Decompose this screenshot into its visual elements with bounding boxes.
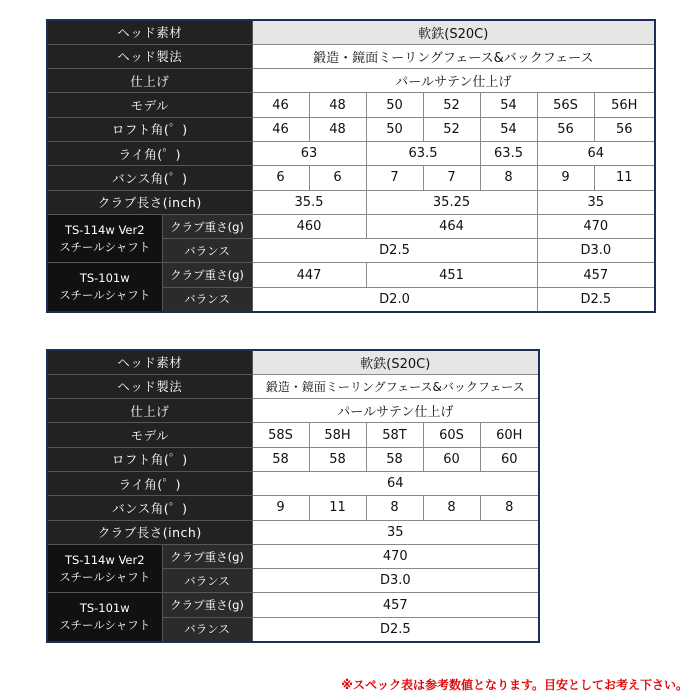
row-ts101-weight <box>47 263 655 287</box>
label-loft: ロフト角(゜) <box>47 117 252 141</box>
row-finish <box>47 69 655 93</box>
bounce-cell: 9 <box>537 166 594 190</box>
row-finish <box>47 399 539 423</box>
lie-cell: 64 <box>252 471 539 495</box>
bounce-cell: 7 <box>423 166 480 190</box>
spec-table-1 <box>46 19 656 313</box>
lie-cell: 64 <box>537 141 655 165</box>
row-model <box>47 423 539 447</box>
length-cell: 35.25 <box>366 190 537 214</box>
weight-cell: 460 <box>252 214 366 238</box>
row-club-length <box>47 520 539 544</box>
loft-cell: 56 <box>594 117 655 141</box>
value-method: 鍛造・鏡面ミーリングフェース&バックフェース <box>252 44 655 68</box>
weight-cell: 451 <box>366 263 537 287</box>
loft-cell: 58 <box>252 447 309 471</box>
model-cell: 56S <box>537 93 594 117</box>
label-finish: 仕上げ <box>47 69 252 93</box>
shaft-name: TS-101w <box>79 601 130 616</box>
bounce-cell: 6 <box>252 166 309 190</box>
row-model <box>47 93 655 117</box>
bounce-cell: 8 <box>423 496 480 520</box>
row-club-length <box>47 190 655 214</box>
length-cell: 35 <box>537 190 655 214</box>
model-cell: 52 <box>423 93 480 117</box>
bounce-cell: 7 <box>366 166 423 190</box>
model-cell: 56H <box>594 93 655 117</box>
bounce-cell: 6 <box>309 166 366 190</box>
bounce-cell: 11 <box>594 166 655 190</box>
model-cell: 60S <box>423 423 480 447</box>
label-club-length: クラブ長さ(inch) <box>47 190 252 214</box>
shaft-name: TS-101w <box>79 271 130 286</box>
model-cell: 50 <box>366 93 423 117</box>
label-bounce: バンス角(゜) <box>47 496 252 520</box>
loft-cell: 60 <box>423 447 480 471</box>
label-lie: ライ角(゜) <box>47 141 252 165</box>
loft-cell: 46 <box>252 117 309 141</box>
label-head-material: ヘッド素材 <box>47 350 252 374</box>
label-balance: バランス <box>162 569 252 593</box>
row-head-method <box>47 374 539 398</box>
label-club-weight: クラブ重さ(g) <box>162 593 252 617</box>
shaft-ts101 <box>47 593 162 642</box>
shaft-type: スチールシャフト <box>59 239 151 254</box>
weight-cell: 470 <box>252 544 539 568</box>
bounce-cell: 9 <box>252 496 309 520</box>
row-lie <box>47 471 539 495</box>
label-head-method: ヘッド製法 <box>47 374 252 398</box>
value-finish: パールサテン仕上げ <box>252 69 655 93</box>
label-model: モデル <box>47 423 252 447</box>
shaft-ts114 <box>47 544 162 593</box>
loft-cell: 58 <box>309 447 366 471</box>
loft-cell: 56 <box>537 117 594 141</box>
value-material: 軟鉄(S20C) <box>252 20 655 44</box>
label-club-weight: クラブ重さ(g) <box>162 214 252 238</box>
lie-cell: 63.5 <box>480 141 537 165</box>
label-balance: バランス <box>162 617 252 641</box>
balance-cell: D2.5 <box>252 239 537 263</box>
value-material: 軟鉄(S20C) <box>252 350 539 374</box>
label-bounce: バンス角(゜) <box>47 166 252 190</box>
label-finish: 仕上げ <box>47 399 252 423</box>
weight-cell: 457 <box>252 593 539 617</box>
row-lie <box>47 141 655 165</box>
label-club-weight: クラブ重さ(g) <box>162 544 252 568</box>
lie-cell: 63 <box>252 141 366 165</box>
balance-cell: D2.0 <box>252 287 537 311</box>
row-loft <box>47 117 655 141</box>
label-balance: バランス <box>162 287 252 311</box>
label-model: モデル <box>47 93 252 117</box>
label-balance: バランス <box>162 239 252 263</box>
balance-cell: D3.0 <box>252 569 539 593</box>
row-bounce <box>47 166 655 190</box>
length-cell: 35 <box>252 520 539 544</box>
loft-cell: 52 <box>423 117 480 141</box>
row-head-material <box>47 20 655 44</box>
weight-cell: 464 <box>366 214 537 238</box>
weight-cell: 447 <box>252 263 366 287</box>
shaft-type: スチールシャフト <box>59 618 151 633</box>
model-cell: 58S <box>252 423 309 447</box>
row-head-material <box>47 350 539 374</box>
disclaimer-note: ※スペック表は参考数値となります。目安としてお考え下さい。 <box>341 678 688 692</box>
weight-cell: 470 <box>537 214 655 238</box>
loft-cell: 50 <box>366 117 423 141</box>
shaft-name: TS-114w Ver2 <box>64 222 145 237</box>
model-cell: 46 <box>252 93 309 117</box>
label-lie: ライ角(゜) <box>47 471 252 495</box>
label-loft: ロフト角(゜) <box>47 447 252 471</box>
model-cell: 54 <box>480 93 537 117</box>
shaft-ts101 <box>47 263 162 312</box>
label-head-method: ヘッド製法 <box>47 44 252 68</box>
shaft-type: スチールシャフト <box>59 288 151 303</box>
balance-cell: D3.0 <box>537 239 655 263</box>
row-loft <box>47 447 539 471</box>
balance-cell: D2.5 <box>252 617 539 641</box>
row-ts114-weight <box>47 214 655 238</box>
balance-cell: D2.5 <box>537 287 655 311</box>
loft-cell: 54 <box>480 117 537 141</box>
bounce-cell: 8 <box>480 166 537 190</box>
length-cell: 35.5 <box>252 190 366 214</box>
lie-cell: 63.5 <box>366 141 480 165</box>
bounce-cell: 11 <box>309 496 366 520</box>
loft-cell: 58 <box>366 447 423 471</box>
row-head-method <box>47 44 655 68</box>
label-head-material: ヘッド素材 <box>47 20 252 44</box>
shaft-type: スチールシャフト <box>59 569 151 584</box>
row-bounce <box>47 496 539 520</box>
shaft-ts114 <box>47 214 162 263</box>
label-club-weight: クラブ重さ(g) <box>162 263 252 287</box>
model-cell: 58T <box>366 423 423 447</box>
shaft-name: TS-114w Ver2 <box>64 552 145 567</box>
model-cell: 48 <box>309 93 366 117</box>
weight-cell: 457 <box>537 263 655 287</box>
label-club-length: クラブ長さ(inch) <box>47 520 252 544</box>
loft-cell: 48 <box>309 117 366 141</box>
value-method: 鍛造・鏡面ミーリングフェース&バックフェース <box>252 374 539 398</box>
row-ts101-weight <box>47 593 539 617</box>
spec-table-2 <box>46 349 540 643</box>
bounce-cell: 8 <box>366 496 423 520</box>
value-finish: パールサテン仕上げ <box>252 399 539 423</box>
loft-cell: 60 <box>480 447 539 471</box>
model-cell: 60H <box>480 423 539 447</box>
row-ts114-weight <box>47 544 539 568</box>
bounce-cell: 8 <box>480 496 539 520</box>
model-cell: 58H <box>309 423 366 447</box>
